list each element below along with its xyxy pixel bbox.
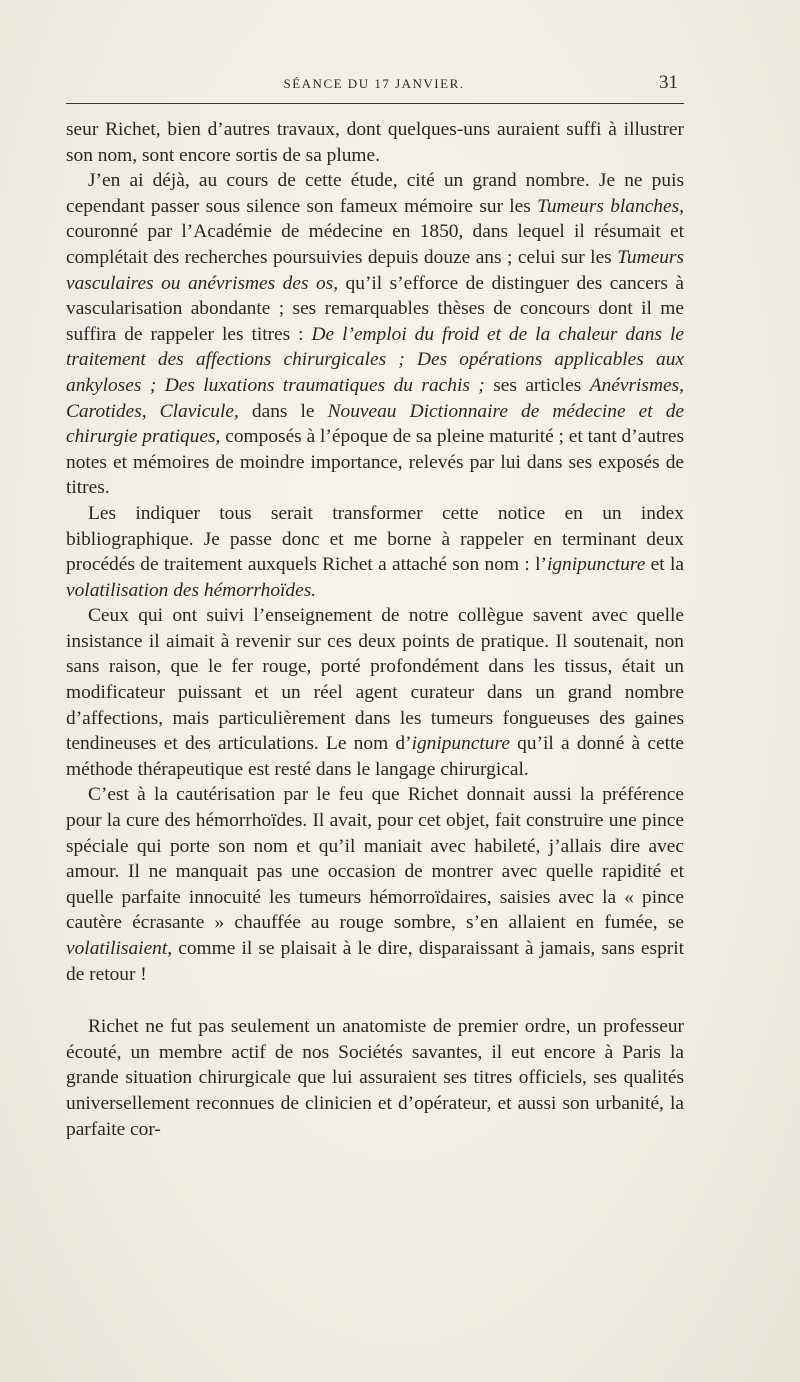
- text-segment: Ceux qui ont suivi l’enseignement de notre collègue savent avec quelle insistance il aimait à revenir sur ces deux points de pratique. Il soutenait, non sans raison, que le fer rouge, porté profondément dans les tissus, était un modificateur puissant et un réel agent curateur dans un grand nombre d’affections, mais particulièrement dans les tumeurs fongueuses des gaines tendineuses et des articulations. Le nom d’: [66, 605, 684, 755]
- paragraph-6: [66, 1014, 684, 1142]
- text-segment: qu’il a donné à cette méthode thérapeutique est resté dans le langage chirurgical.: [66, 733, 684, 780]
- text-segment: et la: [645, 554, 685, 576]
- italic-title-text: volatilisation des hémorrhoïdes.: [66, 579, 317, 601]
- italic-title-text: ignipuncture: [411, 733, 510, 755]
- text-segment: composés à l’époque de sa pleine maturité ; et tant d’autres notes et mémoires de moindre importance, relevés par lui dans ses exposés de titres.: [66, 426, 685, 499]
- italic-title-text: De l’emploi du froid et de la chaleur dans le traitement des affections chirurgicales ; Des opérations applicables aux ankyloses ; Des luxations traumatiques du rachis ;: [66, 323, 685, 396]
- text-segment: J’en ai déjà, au cours de cette étude, cité un grand nombre. Je ne puis cependant passer sous silence son fameux mémoire sur les: [66, 170, 684, 217]
- text-segment: C’est à la cautérisation par le feu que Richet donnait aussi la préférence pour la cure des hémorrhoïdes. Il avait, pour cet objet, fait construire une pince spéciale qui porte son nom et qu’il maniait avec habileté, j’allais dire avec amour. Il ne manquait pas une occasion de montrer avec quelle rapidité et quelle parfaite innocuité les tumeurs hémorroïdaires, saisies avec la « pince cautère écrasante » chauffée au rouge sombre, s’en allaient en fumée, se: [66, 784, 684, 934]
- body-text: [66, 117, 684, 1142]
- text-segment: qu’il s’efforce de distinguer des cancers à vascularisation abondante ; ses remarquables thèses de concours dont il me suffira de rappeler les titres :: [66, 272, 685, 345]
- running-head: SÉANCE DU 17 JANVIER.: [283, 76, 465, 91]
- paragraph-2: [66, 168, 684, 501]
- text-segment: ses articles: [484, 374, 590, 396]
- paragraph-1: [66, 117, 684, 168]
- page-number: 31: [659, 72, 678, 93]
- text-segment: couronné par l’Académie de médecine en 1850, dans lequel il résumait et complétait des recherches poursuivies depuis douze ans ; celui sur les: [66, 221, 684, 268]
- italic-title-text: volatilisaient,: [66, 938, 173, 959]
- text-segment: Richet ne fut pas seulement un anatomiste de premier ordre, un professeur écouté, un membre actif de nos Sociétés savantes, il eut encore à Paris la grande situation chirurgicale que lui assuraient ses titres officiels, ses qualités universellement reconnues de clinicien et d’opérateur, et aussi son urbanité, la parfaite cor-: [66, 1016, 684, 1140]
- italic-title-text: Tumeurs blanches,: [537, 195, 684, 217]
- text-segment: comme il se plaisait à le dire, disparaissant à jamais, sans esprit de retour !: [66, 938, 684, 985]
- page-header: [66, 72, 682, 96]
- text-segment: seur Richet, bien d’autres travaux, dont quelques-uns auraient suffi à illustrer son nom, sont encore sortis de sa plume.: [66, 119, 684, 166]
- italic-title-text: Anévrismes, Carotides, Clavicule,: [66, 374, 684, 422]
- text-segment: dans le: [238, 400, 328, 422]
- paragraph-4: [66, 603, 684, 782]
- text-segment: Les indiquer tous serait transformer cette notice en un index bibliographique. Je passe donc et me borne à rappeler en terminant deux procédés de traitement auxquels Richet a attaché son nom : l’: [66, 502, 684, 576]
- italic-title-text: ignipuncture: [546, 554, 646, 576]
- paragraph-5: [66, 782, 684, 987]
- paragraph-3: [66, 501, 684, 603]
- italic-title-text: Nouveau Dictionnaire de médecine et de chirurgie pratiques,: [66, 400, 684, 448]
- header-rule: [66, 103, 684, 104]
- italic-title-text: Tumeurs vasculaires ou anévrismes des os,: [66, 246, 684, 294]
